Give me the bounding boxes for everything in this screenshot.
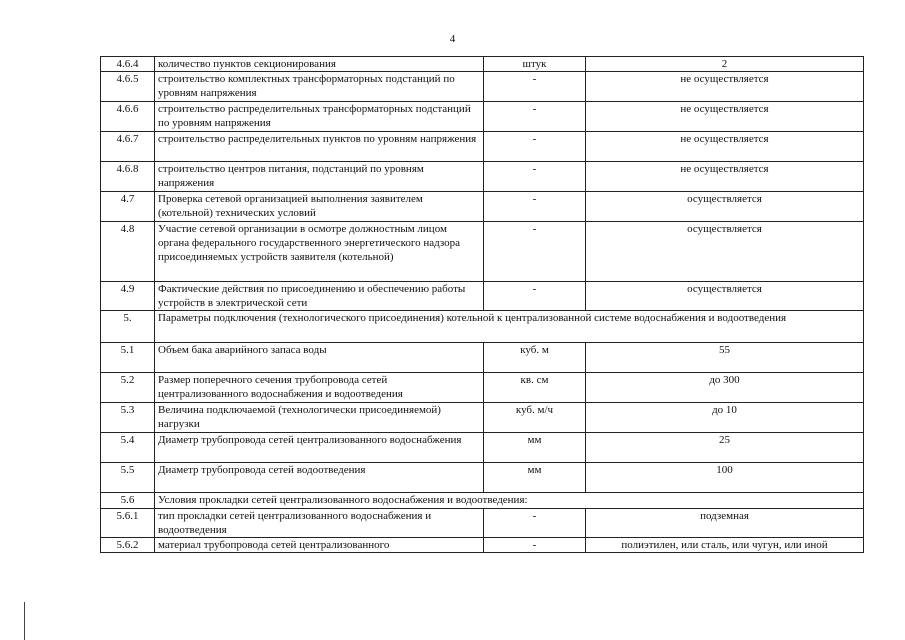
row-number: 4.6.8 [101, 162, 155, 192]
row-description: строительство центров питания, подстанций по уровням напряжения [155, 162, 484, 192]
row-description: Диаметр трубопровода сетей централизованного водоснабжения [155, 433, 484, 463]
row-description: Объем бака аварийного запаса воды [155, 343, 484, 373]
row-value: осуществляется [586, 282, 864, 311]
row-description: Размер поперечного сечения трубопровода сетей централизованного водоснабжения и водоотведения [155, 373, 484, 403]
row-value: не осуществляется [586, 162, 864, 192]
row-number: 4.6.4 [101, 57, 155, 72]
row-number: 5.6.1 [101, 509, 155, 538]
row-description: Участие сетевой организации в осмотре должностным лицом органа федерального государственного энергетического надзора присоединяемых устройств заявителя (котельной) [155, 222, 484, 282]
specification-table-body [101, 57, 864, 553]
table-row [101, 102, 864, 132]
row-number: 4.9 [101, 282, 155, 311]
table-row [101, 373, 864, 403]
row-value: 55 [586, 343, 864, 373]
table-row [101, 57, 864, 72]
row-value: не осуществляется [586, 102, 864, 132]
row-unit: - [484, 132, 586, 162]
table-row [101, 192, 864, 222]
row-number: 5.3 [101, 403, 155, 433]
row-description: Проверка сетевой организацией выполнения заявителем (котельной) технических условий [155, 192, 484, 222]
table-row [101, 343, 864, 373]
table-row [101, 282, 864, 311]
section-heading: Параметры подключения (технологического присоединения) котельной к централизованной системе водоснабжения и водоотведения [155, 311, 864, 343]
row-number: 5.1 [101, 343, 155, 373]
table-row [101, 72, 864, 102]
row-number: 5.6.2 [101, 538, 155, 553]
row-unit: - [484, 509, 586, 538]
row-value: не осуществляется [586, 72, 864, 102]
row-number: 4.8 [101, 222, 155, 282]
margin-line [24, 602, 25, 640]
row-number: 5.4 [101, 433, 155, 463]
table-row [101, 493, 864, 509]
row-value: подземная [586, 509, 864, 538]
row-unit: - [484, 162, 586, 192]
row-unit: - [484, 192, 586, 222]
table-row [101, 433, 864, 463]
row-unit: мм [484, 463, 586, 493]
page-number: 4 [449, 33, 456, 45]
row-number: 5. [101, 311, 155, 343]
row-unit: куб. м/ч [484, 403, 586, 433]
table-row [101, 403, 864, 433]
row-value: 25 [586, 433, 864, 463]
row-unit: - [484, 102, 586, 132]
row-unit: - [484, 282, 586, 311]
specification-table [100, 56, 864, 553]
row-unit: - [484, 538, 586, 553]
row-value: до 10 [586, 403, 864, 433]
row-description: строительство распределительных трансформаторных подстанций по уровням напряжения [155, 102, 484, 132]
row-value: не осуществляется [586, 132, 864, 162]
row-value: осуществляется [586, 192, 864, 222]
row-unit: мм [484, 433, 586, 463]
row-value: осуществляется [586, 222, 864, 282]
row-value: полиэтилен, или сталь, или чугун, или иной [586, 538, 864, 553]
row-value: до 300 [586, 373, 864, 403]
table-row [101, 509, 864, 538]
row-description: Фактические действия по присоединению и обеспечению работы устройств в электрической сети [155, 282, 484, 311]
row-unit: кв. см [484, 373, 586, 403]
row-unit: штук [484, 57, 586, 72]
row-description: Величина подключаемой (технологически присоединяемой) нагрузки [155, 403, 484, 433]
table-row [101, 538, 864, 553]
row-number: 4.6.7 [101, 132, 155, 162]
row-unit: - [484, 222, 586, 282]
table-row [101, 463, 864, 493]
row-unit: - [484, 72, 586, 102]
row-description: материал трубопровода сетей централизованного [155, 538, 484, 553]
row-number: 5.5 [101, 463, 155, 493]
row-value: 100 [586, 463, 864, 493]
table-row [101, 162, 864, 192]
table-row [101, 311, 864, 343]
row-number: 4.6.6 [101, 102, 155, 132]
row-description: Диаметр трубопровода сетей водоотведения [155, 463, 484, 493]
row-description: тип прокладки сетей централизованного водоснабжения и водоотведения [155, 509, 484, 538]
row-unit: куб. м [484, 343, 586, 373]
row-number: 4.7 [101, 192, 155, 222]
row-description: строительство распределительных пунктов по уровням напряжения [155, 132, 484, 162]
row-number: 5.6 [101, 493, 155, 509]
table-row [101, 132, 864, 162]
row-number: 4.6.5 [101, 72, 155, 102]
row-description: количество пунктов секционирования [155, 57, 484, 72]
row-number: 5.2 [101, 373, 155, 403]
table-row [101, 222, 864, 282]
section-heading: Условия прокладки сетей централизованного водоснабжения и водоотведения: [155, 493, 864, 509]
row-description: строительство комплектных трансформаторных подстанций по уровням напряжения [155, 72, 484, 102]
row-value: 2 [586, 57, 864, 72]
